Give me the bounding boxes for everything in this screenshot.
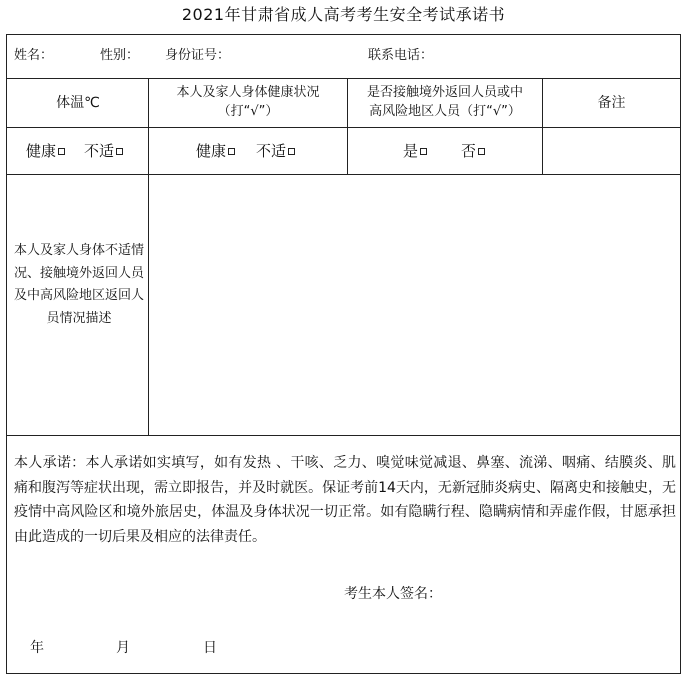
temp-healthy-option[interactable] [26, 141, 65, 161]
id-number-label: 身份证号： [165, 48, 231, 63]
remark-header: 备注 [597, 95, 626, 111]
phone-label: 联系电话： [368, 48, 434, 63]
contact-yes-label: 是 [403, 142, 419, 160]
temp-healthy-checkbox[interactable] [58, 148, 65, 155]
row-divider-header [7, 127, 680, 128]
temp-healthy-label: 健康 [26, 142, 57, 160]
health-healthy-label: 健康 [196, 142, 227, 160]
description-label: 本人及家人身体不适情况、接触境外返回人员及中高风险地区返回人员情况描述 [14, 243, 145, 326]
temperature-header: 体温℃ [56, 95, 100, 111]
document-title: 2021年甘肃省成人高考考生安全考试承诺书 [181, 5, 506, 24]
contact-header-line2: 高风险地区人员（打“√”） [369, 104, 521, 119]
contact-no-checkbox[interactable] [478, 148, 485, 155]
health-unwell-label: 不适 [256, 142, 287, 160]
gender-label: 性别： [100, 48, 140, 63]
pledge-text: 本人承诺：本人承诺如实填写，如有发热 、干咳、乏力、嗅觉味觉减退、鼻塞、流涕、咽痛、结膜炎、肌痛和腹泻等症状出现，需立即报告，并及时就医。保证考前14天内，无新冠肺炎病史、隔离史和接触史，无疫情中高风险区和境外旅居史，体温及身体状况一切正常。如有隐瞒行程、隐瞒病情和弄虚作假，甘愿承担由此造成的一切后果及相应的法律责任。 [14, 455, 676, 545]
row-divider-description [7, 435, 680, 436]
signature-label: 考生本人签名： [344, 586, 442, 602]
signature-field[interactable] [444, 582, 664, 606]
contact-no-option[interactable] [461, 141, 485, 161]
date-year-label: 年 [30, 640, 44, 656]
health-unwell-option[interactable] [256, 141, 295, 161]
description-field[interactable] [149, 175, 679, 434]
temp-unwell-checkbox[interactable] [116, 148, 123, 155]
contact-no-label: 否 [461, 142, 477, 160]
date-day-label: 日 [203, 640, 217, 656]
contact-header-line1: 是否接触境外返回人员或中 [366, 85, 523, 100]
temp-unwell-label: 不适 [84, 142, 115, 160]
name-label: 姓名： [14, 48, 54, 63]
contact-yes-checkbox[interactable] [420, 148, 427, 155]
health-unwell-checkbox[interactable] [288, 148, 295, 155]
health-healthy-checkbox[interactable] [228, 148, 235, 155]
date-month-label: 月 [116, 640, 130, 656]
col-divider-3 [542, 78, 543, 174]
contact-yes-option[interactable] [403, 141, 427, 161]
row-divider-info [7, 78, 680, 79]
temp-unwell-option[interactable] [84, 141, 123, 161]
health-header-line1: 本人及家人身体健康状况 [176, 85, 320, 100]
health-header-line2: （打“√”） [217, 104, 279, 119]
health-healthy-option[interactable] [196, 141, 235, 161]
